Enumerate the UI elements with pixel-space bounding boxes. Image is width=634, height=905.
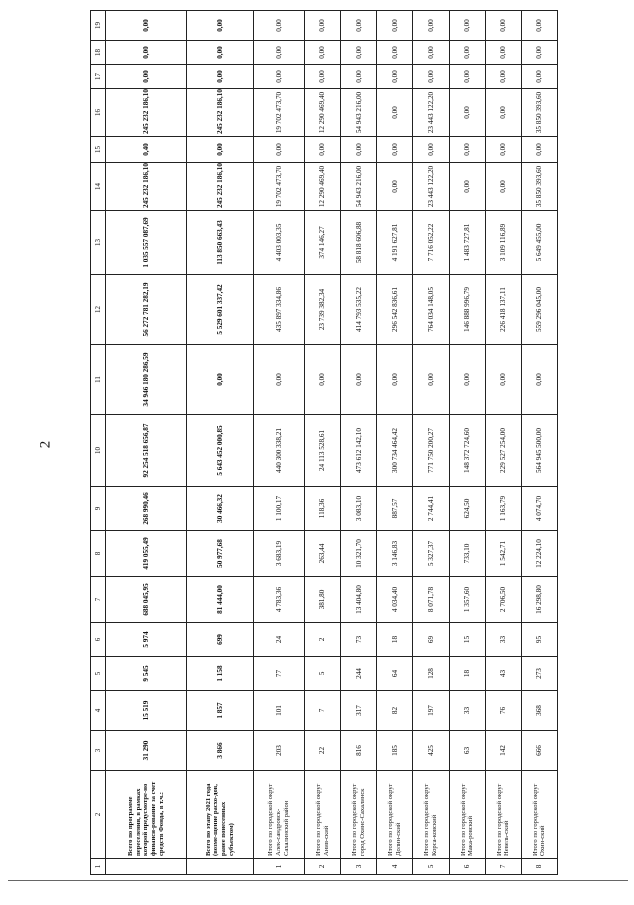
- table-cell: 0,00: [449, 345, 485, 415]
- table-cell: 0,00: [521, 65, 557, 89]
- table-cell: 0,00: [253, 137, 304, 163]
- table-cell: 0,00: [485, 345, 521, 415]
- table-cell: 113 850 663,43: [187, 211, 253, 275]
- row-label: Всего по программе переселения, в рамках которой предусмотре-но финанси-рование за счет средств Фонда, в т.ч.:: [106, 771, 187, 859]
- table-cell: 5: [413, 859, 449, 875]
- column-header-3: 3: [91, 731, 106, 771]
- table-cell: 0,00: [377, 89, 413, 137]
- table-cell: 197: [413, 691, 449, 731]
- table-cell: 7: [304, 691, 340, 731]
- table-cell: 0,00: [485, 41, 521, 65]
- table-cell: 296 542 836,61: [377, 275, 413, 345]
- table-cell: 887,57: [377, 487, 413, 531]
- table-cell: 440 300 338,21: [253, 415, 304, 487]
- table-cell: 0,00: [106, 11, 187, 41]
- table-cell: 5 974: [106, 623, 187, 657]
- table-cell: 73: [341, 623, 377, 657]
- table-row: [253, 11, 304, 875]
- table-cell: 273: [521, 657, 557, 691]
- table-cell: 5 529 601 337,42: [187, 275, 253, 345]
- table-cell: 4 783,36: [253, 577, 304, 623]
- table-cell: 12 290 469,40: [304, 163, 340, 211]
- table-cell: 4 074,70: [521, 487, 557, 531]
- table-cell: 0,40: [106, 137, 187, 163]
- table-cell: 368: [521, 691, 557, 731]
- table-cell: 0,00: [253, 41, 304, 65]
- table-cell: 317: [341, 691, 377, 731]
- table-cell: 0,00: [413, 41, 449, 65]
- table-cell: 245 232 186,10: [187, 163, 253, 211]
- column-header-8: 8: [91, 531, 106, 577]
- table-cell: 229 527 254,00: [485, 415, 521, 487]
- table-row: [377, 11, 413, 875]
- table-cell: 0,00: [449, 89, 485, 137]
- table-cell: 0,00: [377, 163, 413, 211]
- column-header-13: 13: [91, 211, 106, 275]
- table-cell: 24 113 528,61: [304, 415, 340, 487]
- table-cell: 13 404,80: [341, 577, 377, 623]
- table-cell: 414 793 535,22: [341, 275, 377, 345]
- table-cell: 699: [187, 623, 253, 657]
- table-cell: 3 683,19: [253, 531, 304, 577]
- table-cell: 203: [253, 731, 304, 771]
- bottom-rule: [8, 880, 628, 881]
- table-cell: 0,00: [187, 345, 253, 415]
- table-cell: 0,00: [304, 345, 340, 415]
- table-cell: 624,50: [449, 487, 485, 531]
- table-cell: 0,00: [106, 41, 187, 65]
- table-cell: 245 232 186,10: [106, 163, 187, 211]
- table-cell: 0,00: [449, 137, 485, 163]
- table-cell: 24: [253, 623, 304, 657]
- table-cell: 7 716 052,22: [413, 211, 449, 275]
- table-cell: 0,00: [449, 163, 485, 211]
- table-cell: 764 034 148,05: [413, 275, 449, 345]
- column-header-4: 4: [91, 691, 106, 731]
- table-cell: 0,00: [304, 65, 340, 89]
- table-cell: 771 750 200,27: [413, 415, 449, 487]
- table-cell: 7: [485, 859, 521, 875]
- table-cell: 8 071,78: [413, 577, 449, 623]
- row-label: Итого по городской округ Макa-ровский: [449, 771, 485, 859]
- table-cell: 18: [449, 657, 485, 691]
- column-header-9: 9: [91, 487, 106, 531]
- table-cell: 381,80: [304, 577, 340, 623]
- table-cell: 0,00: [341, 11, 377, 41]
- table-cell: 0,00: [304, 11, 340, 41]
- table-cell: 0,00: [521, 345, 557, 415]
- table-cell: 34 946 180 286,59: [106, 345, 187, 415]
- table-cell: 666: [521, 731, 557, 771]
- column-header-1: 1: [91, 859, 106, 875]
- table-cell: 2: [304, 859, 340, 875]
- table-cell: 19 702 473,70: [253, 89, 304, 137]
- column-header-6: 6: [91, 623, 106, 657]
- table-cell: 263,44: [304, 531, 340, 577]
- table-cell: 0,00: [187, 65, 253, 89]
- table-cell: 0,00: [377, 345, 413, 415]
- table-cell: 1 483 727,81: [449, 211, 485, 275]
- table-cell: 5 327,37: [413, 531, 449, 577]
- table-cell: 23 443 122,20: [413, 163, 449, 211]
- table-cell: 0,00: [187, 137, 253, 163]
- row-label: Итого по городской округ Алек-сандровск-Сахалинский район: [253, 771, 304, 859]
- table-cell: 0,00: [413, 345, 449, 415]
- table-cell: 10 321,70: [341, 531, 377, 577]
- table-cell: 244: [341, 657, 377, 691]
- table-cell: 0,00: [521, 11, 557, 41]
- table-cell: 95: [521, 623, 557, 657]
- table-cell: 268 990,46: [106, 487, 187, 531]
- table-cell: 816: [341, 731, 377, 771]
- table-cell: [106, 859, 187, 875]
- table-cell: 30 466,32: [187, 487, 253, 531]
- table-cell: 0,00: [413, 11, 449, 41]
- column-header-11: 11: [91, 345, 106, 415]
- table-cell: 54 943 216,00: [341, 163, 377, 211]
- table-cell: 5 643 452 000,85: [187, 415, 253, 487]
- table-cell: 0,00: [485, 11, 521, 41]
- table-cell: 1 163,79: [485, 487, 521, 531]
- table-cell: 9 545: [106, 657, 187, 691]
- table-cell: 374 146,27: [304, 211, 340, 275]
- table-cell: 6: [449, 859, 485, 875]
- table-cell: 81 444,00: [187, 577, 253, 623]
- column-header-18: 18: [91, 41, 106, 65]
- table-cell: 146 888 996,79: [449, 275, 485, 345]
- table-cell: 16 298,80: [521, 577, 557, 623]
- table-cell: 0,00: [413, 65, 449, 89]
- row-label: Итого по городской округ Корса-ковский: [413, 771, 449, 859]
- table-cell: 733,10: [449, 531, 485, 577]
- table-cell: 226 418 137,11: [485, 275, 521, 345]
- table-cell: 0,00: [521, 137, 557, 163]
- column-header-14: 14: [91, 163, 106, 211]
- table-row: [187, 11, 253, 875]
- table-cell: 43: [485, 657, 521, 691]
- table-cell: 58 818 606,88: [341, 211, 377, 275]
- table-cell: 0,00: [341, 41, 377, 65]
- table-cell: 0,00: [449, 11, 485, 41]
- table-cell: 559 296 045,00: [521, 275, 557, 345]
- table-cell: 0,00: [449, 41, 485, 65]
- table-cell: 4 034,40: [377, 577, 413, 623]
- table-cell: 35 850 393,60: [521, 89, 557, 137]
- table-cell: 0,00: [485, 65, 521, 89]
- table-cell: 0,00: [449, 65, 485, 89]
- table-cell: 435 897 334,86: [253, 275, 304, 345]
- table-cell: 1: [253, 859, 304, 875]
- table-cell: 77: [253, 657, 304, 691]
- table-cell: 63: [449, 731, 485, 771]
- column-header-17: 17: [91, 65, 106, 89]
- column-header-12: 12: [91, 275, 106, 345]
- table-cell: 0,00: [485, 163, 521, 211]
- table-cell: 564 945 500,00: [521, 415, 557, 487]
- table-cell: 76: [485, 691, 521, 731]
- table-cell: 0,00: [413, 137, 449, 163]
- table-cell: 1 158: [187, 657, 253, 691]
- table-cell: 64: [377, 657, 413, 691]
- table-row: [304, 11, 340, 875]
- table-cell: 15: [449, 623, 485, 657]
- table-cell: 3: [341, 859, 377, 875]
- table-cell: 1 857: [187, 691, 253, 731]
- table-cell: 19 702 473,70: [253, 163, 304, 211]
- table-cell: 3 866: [187, 731, 253, 771]
- table-cell: 1 035 557 087,69: [106, 211, 187, 275]
- table-cell: [187, 859, 253, 875]
- row-label: Итого по городской округ город Охинс-Сахалинск: [341, 771, 377, 859]
- table-cell: 0,00: [187, 11, 253, 41]
- table-cell: 31 290: [106, 731, 187, 771]
- column-header-10: 10: [91, 415, 106, 487]
- table-cell: 118,36: [304, 487, 340, 531]
- table-cell: 0,00: [485, 137, 521, 163]
- table-cell: 0,00: [377, 137, 413, 163]
- table-cell: 4 403 003,35: [253, 211, 304, 275]
- table-cell: 425: [413, 731, 449, 771]
- table-cell: 0,00: [341, 345, 377, 415]
- row-label: Итого по городской округ Охин-ский: [521, 771, 557, 859]
- table-cell: 23 443 122,20: [413, 89, 449, 137]
- table-cell: 0,00: [485, 89, 521, 137]
- table-cell: 245 232 186,10: [187, 89, 253, 137]
- table-cell: 0,00: [253, 345, 304, 415]
- table-row: [106, 11, 187, 875]
- table-cell: 0,00: [341, 137, 377, 163]
- table-cell: 0,00: [341, 65, 377, 89]
- table-cell: 3 083,10: [341, 487, 377, 531]
- table-cell: 22: [304, 731, 340, 771]
- table-cell: 15 519: [106, 691, 187, 731]
- page-number: 2: [37, 440, 54, 449]
- table-cell: 0,00: [304, 41, 340, 65]
- table-cell: 0,00: [377, 11, 413, 41]
- table-cell: 688 045,95: [106, 577, 187, 623]
- table-row: [413, 11, 449, 875]
- column-header-15: 15: [91, 137, 106, 163]
- table-cell: 4 191 627,81: [377, 211, 413, 275]
- table-cell: 0,00: [253, 65, 304, 89]
- table-row: [341, 11, 377, 875]
- table-cell: 0,00: [304, 137, 340, 163]
- table-row: [449, 11, 485, 875]
- column-header-2: 2: [91, 771, 106, 859]
- column-header-5: 5: [91, 657, 106, 691]
- column-header-19: 19: [91, 11, 106, 41]
- table-cell: 2 744,41: [413, 487, 449, 531]
- table-cell: 128: [413, 657, 449, 691]
- row-label: Итого по городской округ Долин-ский: [377, 771, 413, 859]
- table-cell: 4: [377, 859, 413, 875]
- table-cell: 5: [304, 657, 340, 691]
- table-cell: 245 232 186,10: [106, 89, 187, 137]
- table-cell: 2 706,50: [485, 577, 521, 623]
- table-cell: 5 649 455,00: [521, 211, 557, 275]
- table-cell: 54 943 216,00: [341, 89, 377, 137]
- table-cell: 35 850 393,60: [521, 163, 557, 211]
- table-row: [521, 11, 557, 875]
- table-cell: 0,00: [253, 11, 304, 41]
- table-cell: 56 272 781 282,19: [106, 275, 187, 345]
- data-table: [90, 10, 558, 875]
- row-label: Итого по городской округ Анив-ский: [304, 771, 340, 859]
- table-cell: 3 146,83: [377, 531, 413, 577]
- table-cell: 142: [485, 731, 521, 771]
- column-header-7: 7: [91, 577, 106, 623]
- table-cell: 0,00: [521, 41, 557, 65]
- table-cell: 12 224,10: [521, 531, 557, 577]
- table-cell: 2: [304, 623, 340, 657]
- table-body: [106, 11, 558, 875]
- table-cell: 8: [521, 859, 557, 875]
- table-row: [485, 11, 521, 875]
- table-cell: 18: [377, 623, 413, 657]
- rotated-table-container: [90, 19, 558, 875]
- table-cell: 82: [377, 691, 413, 731]
- table-cell: 101: [253, 691, 304, 731]
- table-cell: 185: [377, 731, 413, 771]
- table-cell: 1 357,60: [449, 577, 485, 623]
- header-row: [91, 11, 106, 875]
- table-cell: 0,00: [377, 65, 413, 89]
- table-cell: 33: [449, 691, 485, 731]
- table-cell: 1 542,71: [485, 531, 521, 577]
- table-cell: 0,00: [377, 41, 413, 65]
- table-cell: 419 055,49: [106, 531, 187, 577]
- table-cell: 148 372 724,60: [449, 415, 485, 487]
- table-cell: 92 254 518 656,87: [106, 415, 187, 487]
- table-cell: 473 612 142,10: [341, 415, 377, 487]
- table-cell: 12 290 469,40: [304, 89, 340, 137]
- row-label: Всего по этапу 2021 года (возме-щение расхо-дов, ранее понесенных субъектом): [187, 771, 253, 859]
- table-cell: 0,00: [187, 41, 253, 65]
- table-cell: 1 100,17: [253, 487, 304, 531]
- table-cell: 50 977,68: [187, 531, 253, 577]
- table-cell: 23 739 382,34: [304, 275, 340, 345]
- table-cell: 33: [485, 623, 521, 657]
- table-cell: 0,00: [106, 65, 187, 89]
- row-label: Итого по городской округ Невель-ский: [485, 771, 521, 859]
- column-header-16: 16: [91, 89, 106, 137]
- table-cell: 300 734 464,42: [377, 415, 413, 487]
- table-cell: 3 109 116,89: [485, 211, 521, 275]
- table-cell: 69: [413, 623, 449, 657]
